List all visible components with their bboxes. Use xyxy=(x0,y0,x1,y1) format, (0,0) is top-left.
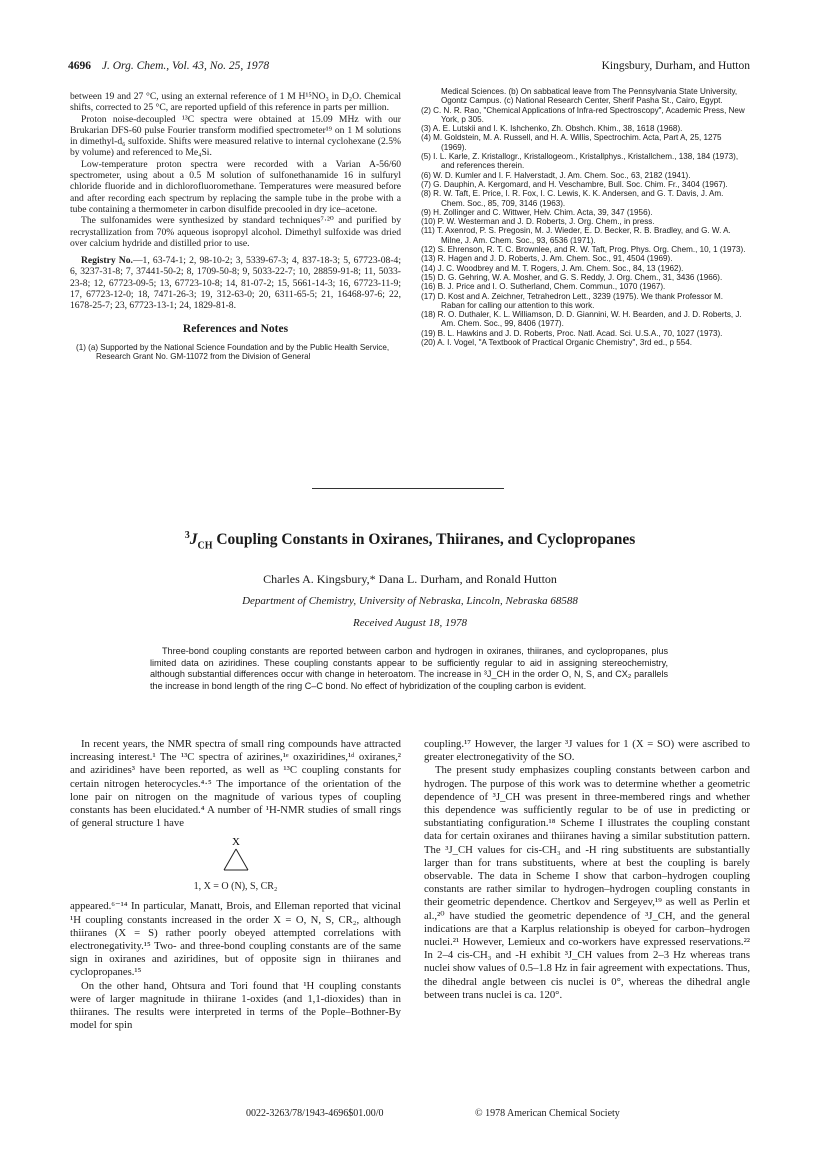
reference-item: (15) D. G. Gehring, W. A. Mosher, and G. S. Reddy, J. Org. Chem., 31, 3436 (1966). xyxy=(421,272,723,282)
references-heading: References and Notes xyxy=(182,322,289,335)
body-paragraph: appeared.⁶⁻¹⁴ In particular, Manatt, Brois, and Elleman reported that vicinal ¹H coupling constants increased in the order X = O, N, S, CR₂, although thiiranes (X = S) rather poorly obeyed attempted correlations with electronegativity.¹⁵ Two- and three-bond coupling constants are of the same sign in oxiranes and aziridines, but of opposite sign in thiiranes and cyclopropanes.¹⁵ xyxy=(70,900,401,979)
reference-item: (9) H. Zollinger and C. Wittwer, Helv. Chim. Acta, 39, 347 (1956). xyxy=(421,207,653,217)
reference-item: (17) D. Kost and A. Zeichner, Tetrahedron Lett., 3239 (1975). We thank Professor M. Raban for calling our attention to this work. xyxy=(421,291,724,310)
article-code: 0022-3263/78/1943-4696$01.00/0 xyxy=(246,1108,384,1119)
prev-paragraph: Low-temperature proton spectra were recorded with a Varian A-56/60 spectrometer, using about a 0.5 M solution of sulfonethanamide 16 in sulfuryl chloride fluoride and in dichlorofluoromethane. Temperatures were measured before and after recording each spectrum by replacing the sample tube in the probe with a tube containing a thermometer in carbon disulfide precooled in dry ice–acetone. xyxy=(70,158,401,215)
body-paragraph: The present study emphasizes coupling constants between carbon and hydrogen. The purpose of this work was to determine whether a geometric dependence of ³J_CH was present in three-membered rings and whether this dependence was sufficiently regular to be of use in predicting or substantiating configuration.¹⁸ Scheme I illustrates the coupling constant data for certain oxiranes and thiiranes having a similar substitution pattern. The ³J_CH values for cis-CH₃ and -H ring substituents are substantially larger than for trans substituents, where at best the coupling is barely observable. The data in Scheme I show that carbon–hydrogen coupling constants are rather similar to hydrogen–hydrogen coupling constants in their geometric dependence. Chertkov and Sergeyev,¹⁹ as well as Perlin et al.,²⁰ have studied the geometric dependence of ³J_CH, and the general indications are that a Karplus relationship is obeyed for carbon–hydrogen nuclei.²¹ However, Lemieux and co-workers have expressed reservations.²² In 2–4 cis-CH₃ and -H exhibit ³J_CH values from 2–3 Hz whereas trans nuclei show values of 0.5–1.8 Hz in fair agreement with expectations. Thus, the dihedral angle between cis nuclei is 0°, whereas the dihedral angle between trans nuclei is ca. 120°. xyxy=(424,764,750,1001)
reference-item: (8) R. W. Taft, E. Price, I. R. Fox, I. C. Lewis, K. K. Andersen, and G. T. Davis, J. Am. Chem. Soc., 85, 709, 3146 (1963). xyxy=(421,189,724,208)
abstract: Three-bond coupling constants are reported between carbon and hydrogen in oxiranes, thiiranes, and cyclopropanes, plus limited data on aziridines. These coupling constants appear to be sufficiently regular to aid in assigning stereochemistry, although substantial differences occur with change in heteroatom. The increase in ³J_CH in the order O, N, S, and CX₂ parallels the increase in bond length of the ring C–C bond. No effect of hybridization of the coupling carbon is evident. xyxy=(150,646,668,691)
prev-paragraph: The sulfonamides were synthesized by standard techniques⁷·²⁰ and purified by recrystallization from 70% aqueous isopropyl alcohol. Dimethyl sulfoxide was dried over calcium hydride and distilled prior to use. xyxy=(70,215,401,249)
reference-item: (12) S. Ehrenson, R. T. C. Brownlee, and R. W. Taft, Prog. Phys. Org. Chem., 10, 1 (1973). xyxy=(421,245,746,255)
article-title xyxy=(70,530,750,551)
structure-caption: 1, X = O (N), S, CR₂ xyxy=(193,881,278,893)
copyright: © 1978 American Chemical Society xyxy=(475,1108,620,1119)
body-paragraph: In recent years, the NMR spectra of small ring compounds have attracted increasing interest.¹ The ¹³C spectra of azirines,¹ᵉ oxaziridines,¹ᵈ oxiranes,² and aziridines³ have been reported, as well as ¹³C coupling constants for certain nitrogen heterocycles.⁴·⁵ The importance of the orientation of the lone pair on nitrogen on the magnitude of various types of coupling constants has been elucidated.⁴ A number of ¹H-NMR studies of small rings of general structure 1 have xyxy=(70,738,401,830)
reference-item: (13) R. Hagen and J. D. Roberts, J. Am. Chem. Soc., 91, 4504 (1969). xyxy=(421,254,673,264)
reference-item: (4) M. Goldstein, M. A. Russell, and H. A. Willis, Spectrochim. Acta, Part A, 25, 1275 (1969). xyxy=(421,133,722,152)
title-j: J xyxy=(189,531,198,549)
body-paragraph: coupling.¹⁷ However, the larger ³J values for 1 (X = SO) were ascribed to greater electronegativity of the SO. xyxy=(424,738,750,764)
reference-item: (6) W. D. Kumler and I. F. Halverstadt, J. Am. Chem. Soc., 63, 2182 (1941). xyxy=(421,170,691,180)
title-subscript: CH xyxy=(197,540,213,552)
prev-article-left-column xyxy=(70,91,401,362)
author-affiliation: Department of Chemistry, University of Nebraska, Lincoln, Nebraska 68588 xyxy=(242,595,578,607)
reference-item: (18) R. O. Duthaler, K. L. Williamson, D. D. Giannini, W. H. Bearden, and J. D. Roberts, J. Am. Chem. Soc., 99, 8406 (1977). xyxy=(421,310,742,329)
article-separator xyxy=(312,488,504,489)
journal-citation: J. Org. Chem., Vol. 43, No. 25, 1978 xyxy=(101,60,270,72)
references-list xyxy=(415,106,747,348)
reference-item: (11) T. Axenrod, P. S. Pregosin, M. J. Wieder, E. D. Becker, R. B. Bradley, and G. W. A. Milne, J. Am. Chem. Soc., 93, 6536 (1971). xyxy=(421,226,731,245)
title-superscript: 3 xyxy=(184,530,190,541)
reference-item: (10) P. W. Westerman and J. D. Roberts, J. Org. Chem., in press. xyxy=(421,217,655,227)
structure-1 xyxy=(70,834,401,898)
body-paragraph: On the other hand, Ohtsura and Tori found that ¹H coupling constants were of larger magnitude in thiirane 1-oxides (and 1,1-dioxides) than in thiiranes. The results were interpreted in terms of the Pople–Bothner-By model for spin xyxy=(70,979,401,1032)
prev-paragraph: between 19 and 27 °C, using an external reference of 1 M H¹⁵NO₃ in D₂O. Chemical shifts, corrected to 25 °C, are reported upfield of this reference in parts per million. xyxy=(70,91,401,114)
registry-text: —1, 63-74-1; 2, 98-10-2; 3, 5339-67-3; 4, 837-18-3; 5, 67723-08-4; 6, 3237-31-8; 7, 37441-50-2; 8, 1709-50-8; 9, 5033-22-7; 10, 28859-91-8; 11, 5033-23-8; 12, 67723-09-5; 13, 67723-10-8; 14, 81-07-2; 15, 5661-14-3; 16, 67723-11-9; 17, 67723-12-0; 18, 7471-26-3; 19, 312-63-0; 20, 6311-65-5; 21, 16468-97-6; 22, 1678-25-7; 23, 67723-13-1; 24, 1829-81-8. xyxy=(70,255,402,312)
reference-item: (2) C. N. R. Rao, "Chemical Applications of Infra-red Spectroscopy", Academic Press, New York, p 305. xyxy=(421,105,745,124)
reference-item: (20) A. I. Vogel, "A Textbook of Practical Organic Chemistry", 3rd ed., p 554. xyxy=(421,338,693,348)
reference-item: (5) I. L. Karle, Z. Kristallogr., Kristallogeom., Kristallphys., Kristallchem., 138, 184 (1973), and references therein. xyxy=(421,152,739,171)
reference-item: (14) J. C. Woodbrey and M. T. Rogers, J. Am. Chem. Soc., 84, 13 (1962). xyxy=(421,263,684,273)
prev-paragraph: Proton noise-decoupled ¹³C spectra were obtained at 15.09 MHz with our Brukarian DFS-60 pulse Fourier transform modified spectrometer¹⁹ on 1 M solutions in dimethyl-d₆ sulfoxide. Shifts were measured relative to internal cyclohexane (2.5% by volume) and referenced to Me₄Si. xyxy=(70,113,401,159)
registry-numbers xyxy=(70,255,401,311)
running-authors: Kingsbury, Durham, and Hutton xyxy=(601,60,750,72)
body-right-column xyxy=(424,738,750,1002)
page-number: 4696 xyxy=(68,60,91,72)
article-authors: Charles A. Kingsbury,* Dana L. Durham, and Ronald Hutton xyxy=(263,572,557,586)
reference-item: (7) G. Dauphin, A. Kergomard, and H. Veschambre, Bull. Soc. Chim. Fr., 3404 (1967). xyxy=(421,179,728,189)
reference-1-continued: Medical Sciences. (b) On sabbatical leave from The Pennsylvania State University, Ogontz Campus. (c) National Research Center, Sherif Pasha St., Cairo, Egypt. xyxy=(441,87,738,106)
three-membered-ring-diagram xyxy=(206,834,266,878)
registry-label: Registry No. xyxy=(81,255,133,267)
running-head xyxy=(68,60,750,76)
received-date: Received August 18, 1978 xyxy=(352,617,468,629)
prev-article-references-column xyxy=(415,87,747,347)
reference-item: (3) A. E. Lutskii and I. K. Ishchenko, Zh. Obshch. Khim., 38, 1618 (1968). xyxy=(421,124,683,134)
reference-1: (1) (a) Supported by the National Science Foundation and by the Public Health Service, Research Grant No. GM-11072 from the Division of General xyxy=(76,342,390,362)
body-left-column xyxy=(70,738,401,1032)
title-text: Coupling Constants in Oxiranes, Thiiranes, and Cyclopropanes xyxy=(212,531,636,549)
ring-atom-label: X xyxy=(232,836,240,849)
reference-item: (16) B. J. Price and I. O. Sutherland, Chem. Commun., 1070 (1967). xyxy=(421,282,666,292)
reference-item: (19) B. L. Hawkins and J. D. Roberts, Proc. Natl. Acad. Sci. U.S.A., 70, 1027 (1973). xyxy=(421,328,723,338)
